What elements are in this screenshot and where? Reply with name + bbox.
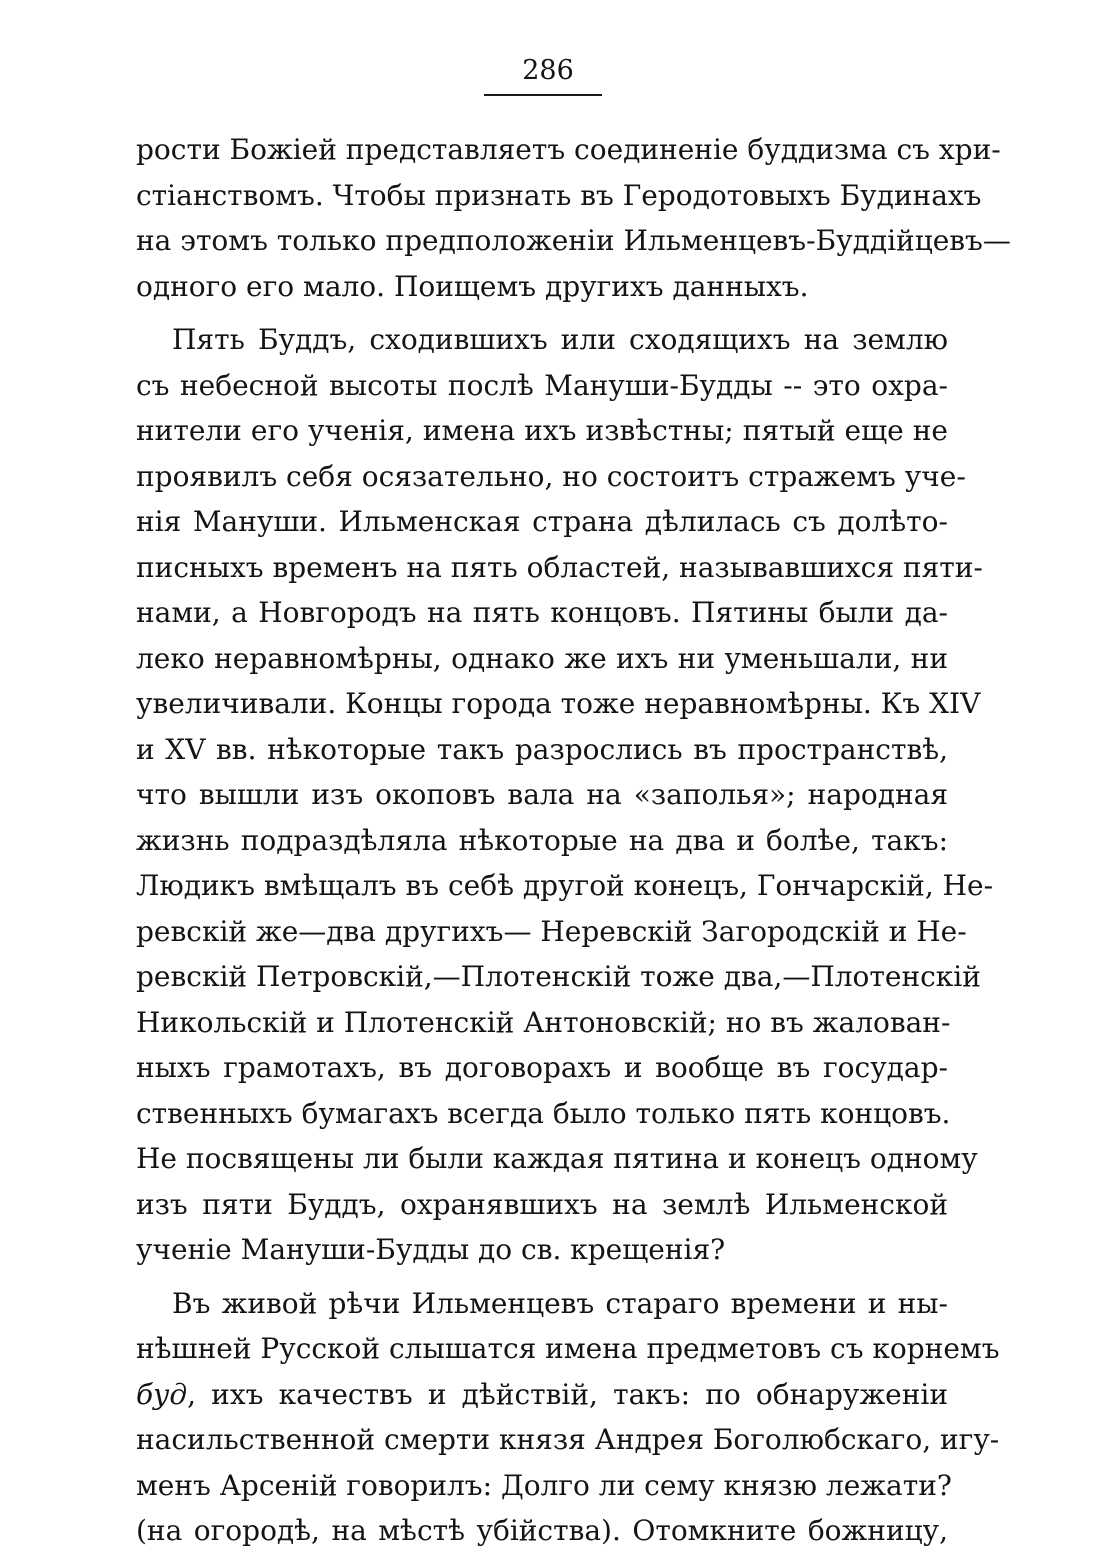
text-line: ревскiй Петровскiй,—Плотенскiй тоже два,—Плотенскiй bbox=[136, 960, 981, 993]
text-line: Людикъ вмѣщалъ въ себѣ другой конецъ, Гончарскiй, Не- bbox=[136, 869, 994, 902]
text-line: нами, а Новгородъ на пять концовъ. Пятины были да- bbox=[136, 596, 948, 629]
page-number: 286 bbox=[522, 55, 574, 86]
text-body bbox=[136, 127, 1011, 1554]
text-line: съ небесной высоты послѣ Мануши-Будды -- это охра- bbox=[136, 368, 948, 402]
text-line: Въ живой рѣчи Ильменцевъ стараго времени и ны- bbox=[172, 1286, 948, 1320]
text-line: нители его ученiя, имена ихъ извѣстны; пятый еще не bbox=[136, 414, 948, 447]
text-line: проявилъ себя осязательно, но состоитъ стражемъ уче- bbox=[136, 459, 966, 493]
text-line: Не посвящены ли были каждая пятина и конецъ одному bbox=[136, 1142, 978, 1175]
text-line: ныхъ грамотахъ, въ договорахъ и вообще въ государ- bbox=[136, 1051, 948, 1084]
text-line: на этомъ только предположенiи Ильменцевъ-Буддiйцевъ— bbox=[136, 224, 1011, 257]
text-line: писныхъ временъ на пять областей, называвшихся пяти- bbox=[136, 550, 983, 584]
italic-word: буд bbox=[136, 1377, 188, 1411]
text-line: насильственной смерти князя Андрея Боголюбскаго, игу- bbox=[136, 1423, 1000, 1456]
paragraph-2 bbox=[136, 317, 994, 1273]
header-rule bbox=[484, 94, 602, 96]
text-line: стiанствомъ. Чтобы признать въ Геродотовыхъ Будинахъ bbox=[136, 178, 982, 212]
text-line: ственныхъ бумагахъ всегда было только пять концовъ. bbox=[136, 1096, 951, 1130]
text-line: (на огородѣ, на мѣстѣ убiйства). Отомкните божницу, bbox=[136, 1514, 948, 1547]
text-line: увеличивали. Концы города тоже неравномѣрны. Къ XIV bbox=[136, 687, 981, 720]
text-line: нiя Мануши. Ильменская страна дѣлилась съ долѣто- bbox=[136, 505, 948, 538]
text-line: нѣшней Русской слышатся имена предметовъ съ корнемъ bbox=[136, 1332, 1000, 1365]
text-line: рости Божiей представляетъ соединенiе буддизма съ хри- bbox=[136, 133, 1001, 166]
text-line: одного его мало. Поищемъ другихъ данныхъ. bbox=[136, 269, 809, 303]
paragraph-gap bbox=[136, 309, 948, 317]
text-line: ревскiй же—два другихъ— Неревскiй Загородскiй и Не- bbox=[136, 914, 967, 948]
text-line: Пять Буддъ, сходившихъ или сходящихъ на землю bbox=[172, 323, 948, 356]
text-line: и XV вв. нѣкоторые такъ разрослись въ пространствѣ, bbox=[136, 732, 948, 766]
paragraph-gap bbox=[136, 1273, 948, 1281]
text-line: что вышли изъ окоповъ вала на «заполья»; народная bbox=[136, 778, 948, 811]
paragraph-1 bbox=[136, 127, 1011, 309]
text-line: ученiе Мануши-Будды до св. крещенiя? bbox=[136, 1233, 726, 1266]
paragraph-3 bbox=[136, 1281, 1000, 1554]
text-line: менъ Арсенiй говорилъ: Долго ли сему князю лежати? bbox=[136, 1468, 952, 1502]
text-line-with-italic-word: буд, ихъ качествъ и дѣйствiй, такъ: по обнаруженiи bbox=[136, 1377, 948, 1411]
text-line: леко неравномѣрны, однако же ихъ ни уменьшали, ни bbox=[136, 641, 948, 675]
text-line: жизнь подраздѣляла нѣкоторые на два и болѣе, такъ: bbox=[136, 823, 948, 857]
text-line: изъ пяти Буддъ, охранявшихъ на землѣ Ильменской bbox=[136, 1187, 948, 1221]
text-line: Никольскiй и Плотенскiй Антоновскiй; но въ жалован- bbox=[136, 1005, 951, 1039]
